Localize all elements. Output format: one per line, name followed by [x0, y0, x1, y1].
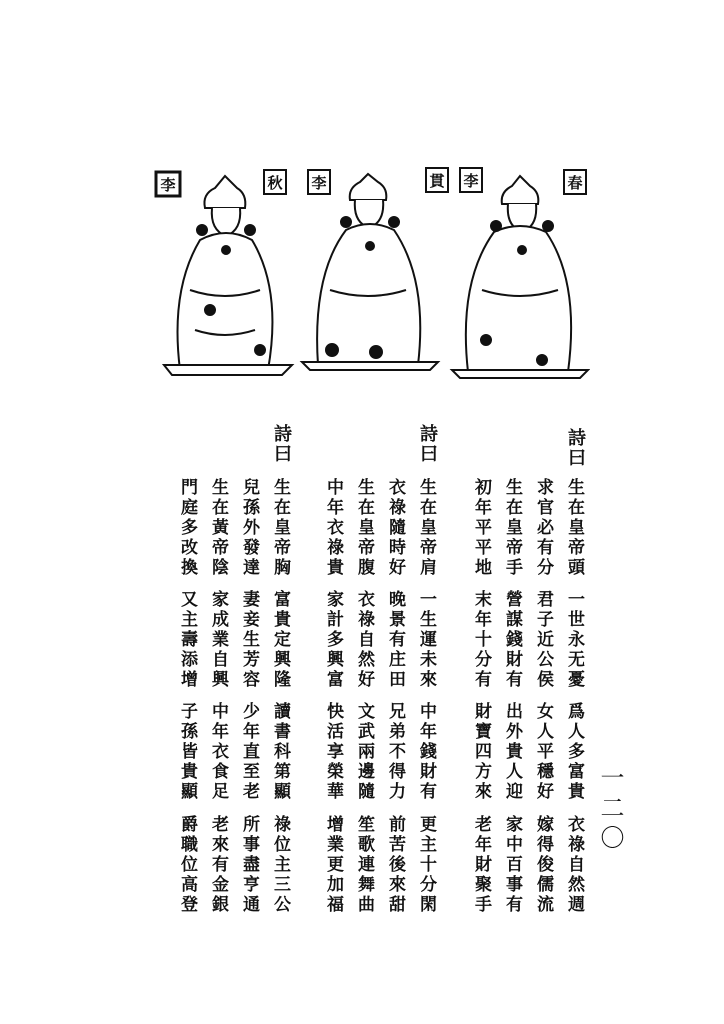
poem-2-col-3-l2: 衣祿自然好 [354, 590, 374, 690]
poem-3-col-4-l4: 爵職位高登 [177, 815, 197, 915]
poem-1-col-2-l4: 嫁得俊儒流 [533, 815, 553, 915]
poem-2-col-4-l2: 家計多興富 [323, 590, 343, 690]
poem-1-heading: 詩曰 [565, 428, 586, 468]
poem-3-col-2-l1: 兒孫外發達 [239, 478, 259, 578]
label-5: 春 [567, 174, 583, 192]
poem-3-col-2-l4: 所事盡亨通 [239, 815, 259, 915]
poem-1-col-1-l2: 一世永无憂 [564, 590, 584, 690]
poem-3-col-3-l1: 生在黃帝陰 [208, 478, 228, 578]
poem-2-col-2-l2: 晚景有庄田 [385, 590, 405, 690]
poem-1-col-4-l3: 財寶四方來 [471, 702, 491, 802]
poem-2-col-1-l1: 生在皇帝肩 [416, 478, 436, 578]
label-1: 秋 [267, 174, 283, 192]
poem-1-col-1-l4: 衣祿自然週 [564, 815, 584, 915]
poem-1-col-2-l3: 女人平穩好 [533, 702, 553, 802]
poem-3-heading: 詩曰 [271, 424, 292, 464]
poem-2-col-4-l4: 增業更加福 [323, 815, 343, 915]
poem-1-col-3-l2: 營謀錢財有 [502, 590, 522, 690]
poem-3-col-4-l3: 子孫皆貴顯 [177, 702, 197, 802]
label-4: 李 [463, 172, 479, 190]
poem-1-col-1-l3: 爲人多富貴 [564, 702, 584, 802]
poem-1-col-4-l1: 初年平平地 [471, 478, 491, 578]
poem-1-col-2-l2: 君子近公侯 [533, 590, 553, 690]
emperor-figure-middle [302, 174, 438, 370]
label-0: 李 [160, 176, 176, 194]
poem-3-col-1-l4: 祿位主三公 [270, 815, 290, 915]
poem-2-col-2-l3: 兄弟不得力 [385, 702, 405, 802]
poem-3-col-4-l1: 門庭多改換 [177, 478, 197, 578]
poem-2-col-1-l2: 一生運未來 [416, 590, 436, 690]
poem-2-col-2-l1: 衣祿隨時好 [385, 478, 405, 578]
poem-2-col-1-l3: 中年錢財有 [416, 702, 436, 802]
poem-3-col-3-l2: 家成業自興 [208, 590, 228, 690]
poem-1-col-3-l3: 出外貴人迎 [502, 702, 522, 802]
poem-1-col-2-l1: 求官必有分 [533, 478, 553, 578]
poem-2-col-1-l4: 更主十分閑 [416, 815, 436, 915]
emperor-illustration [150, 160, 590, 390]
poem-3-col-1-l2: 富貴定興隆 [270, 590, 290, 690]
poem-2-col-3-l4: 笙歌連舞曲 [354, 815, 374, 915]
poem-3-col-1-l3: 讀書科第顯 [270, 702, 290, 802]
emperor-figure-right [452, 176, 588, 378]
poem-1-col-3-l1: 生在皇帝手 [502, 478, 522, 578]
page-number: 一二〇 [596, 765, 624, 855]
poem-2-col-2-l4: 前苦後來甜 [385, 815, 405, 915]
poem-2-col-4-l3: 快活享榮華 [323, 702, 343, 802]
poem-1-col-3-l4: 家中百事有 [502, 815, 522, 915]
poem-3-col-4-l2: 又主壽添增 [177, 590, 197, 690]
poem-3-col-3-l3: 中年衣食足 [208, 702, 228, 802]
poem-2-col-3-l1: 生在皇帝腹 [354, 478, 374, 578]
emperor-figure-left [164, 176, 292, 375]
poem-2-col-4-l1: 中年衣祿貴 [323, 478, 343, 578]
poem-3-col-2-l3: 少年直至老 [239, 702, 259, 802]
label-3: 貫 [429, 172, 445, 190]
poem-3-col-3-l4: 老來有金銀 [208, 815, 228, 915]
poem-1-col-4-l2: 末年十分有 [471, 590, 491, 690]
poem-3-col-2-l2: 妻妾生芳容 [239, 590, 259, 690]
poem-1-col-4-l4: 老年財聚手 [471, 815, 491, 915]
label-2: 李 [311, 174, 327, 192]
poem-2-heading: 詩曰 [417, 424, 438, 464]
poem-1-col-1-l1: 生在皇帝頭 [564, 478, 584, 578]
poem-3-col-1-l1: 生在皇帝胸 [270, 478, 290, 578]
poem-2-col-3-l3: 文武兩邊隨 [354, 702, 374, 802]
